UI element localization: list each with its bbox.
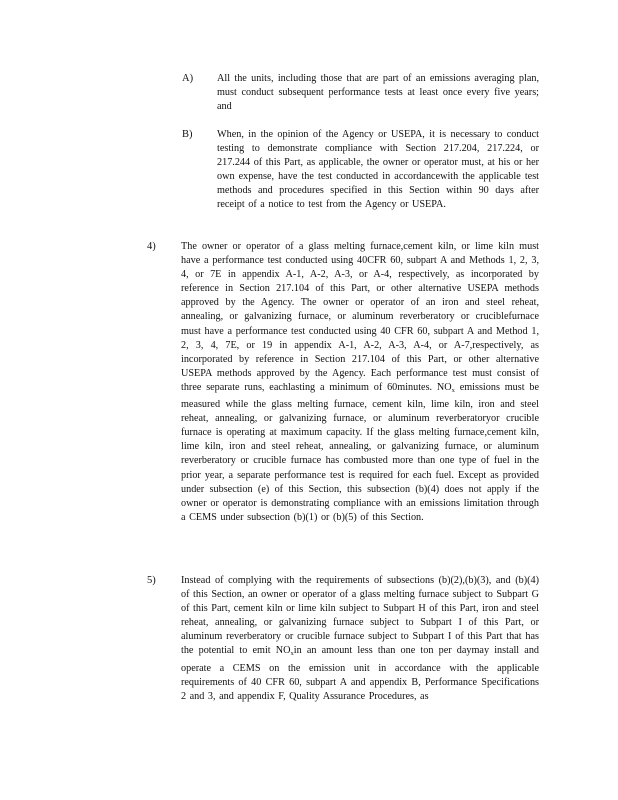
item-marker: A) [182, 73, 194, 84]
item-text-part2: emissions must be measured while the glass melting furnace, cement kiln, lime kiln, iron and steel reheat, annealing, or galvanizing furnace, or aluminum reverberatoryor crucible furnace is operating at maximum capacity. If the glass melting furnace,cement kiln, lime kiln, iron and steel reheat, annealing, or galvanizing furnace, or aluminum reverberatory or crucible furnace has combusted more than one type of fuel in the prior year, a separate performance test is required for each fuel. Except as provided under subsection (e) of this Section, this subsection (b)(4) does not apply if the owner or operator is demonstrating compliance with an emissions limitation through a CEMS under subsection (b)(1) or (b)(5) of this Section. [181, 381, 539, 523]
subscript-x: x [290, 650, 294, 658]
item-marker: B) [182, 129, 193, 140]
subscript-x: x [451, 386, 455, 394]
item-marker: 4) [147, 241, 156, 252]
item-text-part2: in an amount less than one ton per daymay install and operate a CEMS on the emission unit in accordance with the applicable requirements of 40 CFR 60, subpart A and appendix B, Performance Specifications 2 and 3, and appendix F, Quality Assurance Procedures, as [181, 645, 540, 702]
item-text-part1: Instead of complying with the requirements of subsections (b)(2),(b)(3), and (b)(4) of this Section, an owner or operator of a glass melting furnace subject to Subpart G of this Part, cement kiln or lime kiln subject to Subpart H of this Part, iron and steel reheat, annealing, or galvanizing furnace subject to Subpart I of this Part, or aluminum reverberatory or crucible furnace subject to Subpart I of this Part that has the potential to emit NO [181, 575, 539, 657]
item-text [181, 574, 539, 704]
item-marker: 5) [147, 575, 156, 586]
item-text: All the units, including those that are part of an emissions averaging plan, must conduct subsequent performance tests at least once every five years; and [217, 73, 539, 113]
item-text [181, 240, 539, 525]
item-text: When, in the opinion of the Agency or USEPA, it is necessary to conduct testing to demonstrate compliance with Section 217.204, 217.224, or 217.244 of this Part, as applicable, the owner or operator must, at his or her own expense, have the test conducted in accordancewith the applicable test methods and procedures specified in this Section within 90 days after receipt of a notice to test from the Agency or USEPA. [217, 129, 539, 211]
item-text-part1: The owner or operator of a glass melting furnace,cement kiln, or lime kiln must have a performance test conducted using 40CFR 60, subpart A and Methods 1, 2, 3, 4, or 7E in appendix A-1, A-2, A-3, or A-4, respectively, as incorporated by reference in Section 217.104 of this Part, or other alternative USEPA methods approved by the Agency. The owner or operator of an iron and steel reheat, annealing, or galvanizing furnace, or aluminum reverberatory or cruciblefurnace must have a performance test conducted using 40 CFR 60, subpart A and Method 1, 2, 3, 4, 7E, or 19 in appendix A-1, A-2, A-3, A-4, or A-7,respectively, as incorporated by reference in Section 217.104 of this Part, or other alternative USEPA methods approved by the Agency. Each performance test must consist of three separate runs, eachlasting a minimum of 60minutes. NO [181, 241, 539, 393]
